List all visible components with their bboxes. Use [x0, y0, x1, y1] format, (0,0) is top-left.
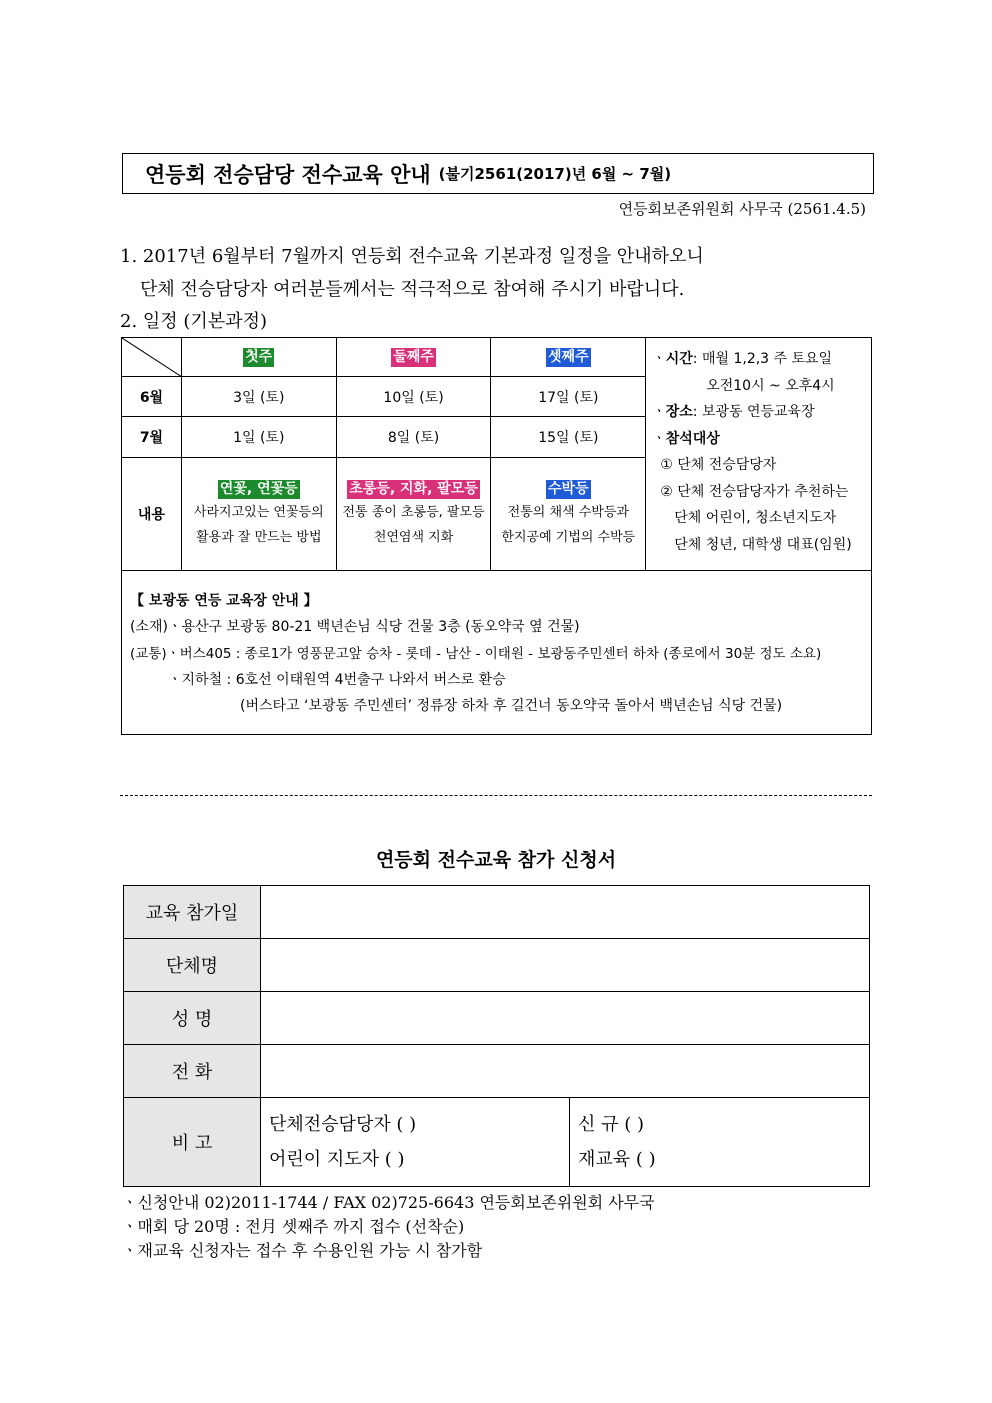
- group-name-input[interactable]: [261, 939, 870, 992]
- target-label: 참석대상: [665, 430, 720, 447]
- location-bus: (교통)ㆍ버스405 : 종로1가 영풍문고앞 승차 - 롯데 - 남산 - 이태원 - 보광동주민센터 하차 (종로에서 30분 정도 소요): [130, 646, 822, 662]
- week-header-1: [181, 338, 336, 377]
- content-desc: 활용과 잘 만드는 방법: [196, 529, 322, 545]
- week-label: 둘째주: [393, 348, 434, 365]
- note-label: 비 고: [124, 1098, 261, 1187]
- week-header-2: [336, 338, 491, 377]
- date-cell: 10일 (토): [336, 377, 491, 417]
- target-3: 단체 어린이, 청소년지도자: [674, 510, 837, 526]
- intro-line-2: 단체 전승담당자 여러분들께서는 적극적으로 참여해 주시기 바랍니다.: [140, 279, 685, 300]
- name-input[interactable]: [261, 992, 870, 1045]
- content-desc: 사라지고있는 연꽃등의: [193, 504, 324, 520]
- week-label: 첫주: [245, 348, 273, 365]
- note-item: ㆍ재교육 신청자는 접수 후 수용인원 가능 시 참가함: [122, 1241, 483, 1260]
- content-desc: 전통 종이 초롱등, 팔모등: [342, 504, 485, 520]
- option-group-leader[interactable]: 단체전승담당자 ( ): [269, 1114, 417, 1135]
- content-title: 수박등: [548, 480, 589, 497]
- target-4: 단체 청년, 대학생 대표(임원): [674, 536, 852, 553]
- place-label: 장소: [665, 404, 693, 420]
- field-label: 성 명: [124, 992, 261, 1045]
- time-value: : 매월 1,2,3 주 토요일: [692, 351, 833, 367]
- target-line: ㆍ참석대상: [652, 430, 720, 447]
- content-cell-1: [181, 458, 336, 571]
- location-subway: ㆍ지하철 : 6호선 이태원역 4번출구 나와서 버스로 환승: [168, 672, 506, 688]
- schedule-heading: 2. 일정 (기본과정): [120, 311, 267, 332]
- place-value: : 보광동 연등교육장: [692, 404, 815, 420]
- location-heading: 【 보광동 연등 교육장 안내 】: [130, 593, 318, 609]
- time-line: ㆍ시간: 매월 1,2,3 주 토요일: [652, 351, 833, 367]
- page-title: 연등회 전승담당 전수교육 안내: [145, 162, 431, 187]
- time-value-2: 오전10시 ~ 오후4시: [706, 377, 835, 394]
- intro-line-1: 1. 2017년 6월부터 7월까지 연등회 전수교육 기본과정 일정을 안내하오니: [120, 246, 704, 267]
- target-2: ② 단체 전승담당자가 추천하는: [660, 483, 849, 500]
- option-new[interactable]: 신 규 ( ): [578, 1114, 644, 1135]
- date-cell: 8일 (토): [336, 417, 491, 458]
- date-cell: 15일 (토): [491, 417, 646, 458]
- diagonal-header-cell: [122, 338, 182, 377]
- field-label: 교육 참가일: [124, 886, 261, 939]
- form-title: 연등회 전수교육 참가 신청서: [375, 849, 617, 871]
- location-subway-note: (버스타고 ‘보광동 주민센터’ 정류장 하차 후 길건너 동오약국 돌아서 백년손님 식당 건물): [240, 698, 783, 714]
- type-options: [570, 1098, 870, 1187]
- content-title: 연꽃, 연꽃등: [219, 480, 298, 497]
- content-cell-3: [491, 458, 646, 571]
- info-cell: [646, 338, 872, 571]
- schedule-table: [121, 337, 872, 571]
- content-desc: 전통의 채색 수박등과: [507, 504, 629, 520]
- note-item: ㆍ신청안내 02)2011-1744 / FAX 02)725-6643 연등회보존위원회 사무국: [122, 1193, 655, 1212]
- cut-line: [120, 795, 872, 796]
- participation-date-input[interactable]: [261, 886, 870, 939]
- title-box: [122, 153, 874, 194]
- target-1: ① 단체 전승담당자: [660, 457, 777, 473]
- date-cell: 17일 (토): [491, 377, 646, 417]
- option-reeducation[interactable]: 재교육 ( ): [578, 1149, 656, 1170]
- content-desc: 한지공예 기법의 수박등: [501, 529, 636, 545]
- org-date: 연등회보존위원회 사무국 (2561.4.5): [618, 200, 866, 218]
- diagonal-line: [122, 338, 182, 377]
- content-label: 내용: [122, 458, 182, 571]
- time-label: 시간: [665, 351, 693, 367]
- month-june: 6월: [122, 377, 182, 417]
- date-cell: 3일 (토): [181, 377, 336, 417]
- week-header-3: [491, 338, 646, 377]
- field-label: 단체명: [124, 939, 261, 992]
- month-july: 7월: [122, 417, 182, 458]
- location-address: (소재)ㆍ용산구 보광동 80-21 백년손님 식당 건물 3층 (동오약국 옆 건물): [130, 619, 580, 635]
- content-desc: 천연염색 지화: [373, 529, 454, 545]
- content-cell-2: [336, 458, 491, 571]
- option-child-leader[interactable]: 어린이 지도자 ( ): [269, 1149, 405, 1170]
- date-cell: 1일 (토): [181, 417, 336, 458]
- field-label: 전 화: [124, 1045, 261, 1098]
- content-title: 초롱등, 지화, 팔모등: [349, 480, 478, 497]
- phone-input[interactable]: [261, 1045, 870, 1098]
- role-options: [261, 1098, 570, 1187]
- page-subtitle: (불기2561(2017)년 6월 ~ 7월): [438, 165, 672, 183]
- week-label: 셋째주: [548, 348, 589, 365]
- note-item: ㆍ매회 당 20명 : 전月 셋째주 까지 접수 (선착순): [122, 1217, 465, 1236]
- application-form: [123, 885, 870, 1187]
- location-box: [121, 570, 872, 735]
- place-line: ㆍ장소: 보광동 연등교육장: [652, 404, 815, 420]
